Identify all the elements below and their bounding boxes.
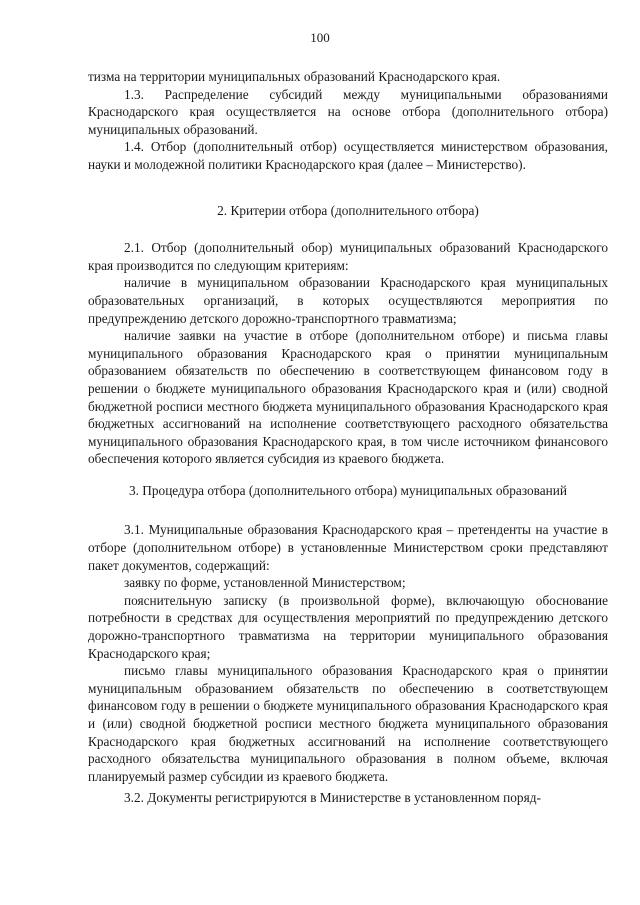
document-item-3: письмо главы муниципального образования Краснодарского края о принятии муниципальным образованием обязательств по обеспечению в соответствующем финансовом году в решении о бюджете муниципального образования Краснодарского края и (или) сводной бюджетной росписи местного бюджета муниципального образования Краснодарского края бюджетных ассигнований на исполнение соответствующего расходного обязательства муниципального образования в полном объеме, включая планируемый размер субсидии из краевого бюджета. — [88, 663, 608, 784]
criterion-1: наличие в муниципальном образовании Краснодарского края муниципальных образовательных организаций, в которых осуществляются мероприятия по предупреждению детского дорожно-транспортного травматизма; — [88, 275, 608, 326]
paragraph-1-4: 1.4. Отбор (дополнительный отбор) осуществляется министерством образования, науки и молодежной политики Краснодарского края (далее – Министерство). — [88, 139, 608, 172]
document-body — [88, 68, 608, 807]
section-2-heading: 2. Критерии отбора (дополнительного отбора) — [217, 202, 479, 218]
page-number: 100 — [310, 30, 330, 45]
paragraph-continuation: тизма на территории муниципальных образований Краснодарского края. — [88, 69, 501, 84]
section-3-heading: 3. Процедура отбора (дополнительного отбора) муниципальных образований — [129, 482, 567, 498]
document-item-1: заявку по форме, установленной Министерством; — [124, 575, 406, 591]
paragraph-1-3: 1.3. Распределение субсидий между муниципальными образованиями Краснодарского края осуществляется на основе отбора (дополнительного отбора) муниципальных образований. — [88, 86, 608, 137]
paragraph-2-1: 2.1. Отбор (дополнительный обор) муниципальных образований Краснодарского края производится по следующим критериям: — [88, 240, 608, 273]
paragraph-3-1: 3.1. Муниципальные образования Краснодарского края – претенденты на участие в отборе (дополнительном отборе) в установленные Министерством сроки представляют пакет документов, содержащий: — [88, 522, 608, 573]
document-item-2: пояснительную записку (в произвольной форме), включающую обоснование потребности в средствах для осуществления мероприятий по предупреждению детского дорожно-транспортного травматизма на территории муниципального образования Краснодарского края; — [88, 592, 608, 661]
paragraph-3-2: 3.2. Документы регистрируются в Министерстве в установленном поряд- — [124, 790, 541, 806]
criterion-2: наличие заявки на участие в отборе (дополнительном отборе) и письма главы муниципального образования Краснодарского края о принятии муниципальным образованием обязательств по обеспечению в соответствующем финансовом году в решении о бюджете муниципального образования Краснодарского края и (или) сводной бюджетной росписи местного бюджета муниципального образования Краснодарского края бюджетных ассигнований на исполнение соответствующего расходного обязательства муниципального образования Краснодарского края, в том числе источником финансового обеспечения которого является субсидия из краевого бюджета. — [88, 328, 608, 467]
